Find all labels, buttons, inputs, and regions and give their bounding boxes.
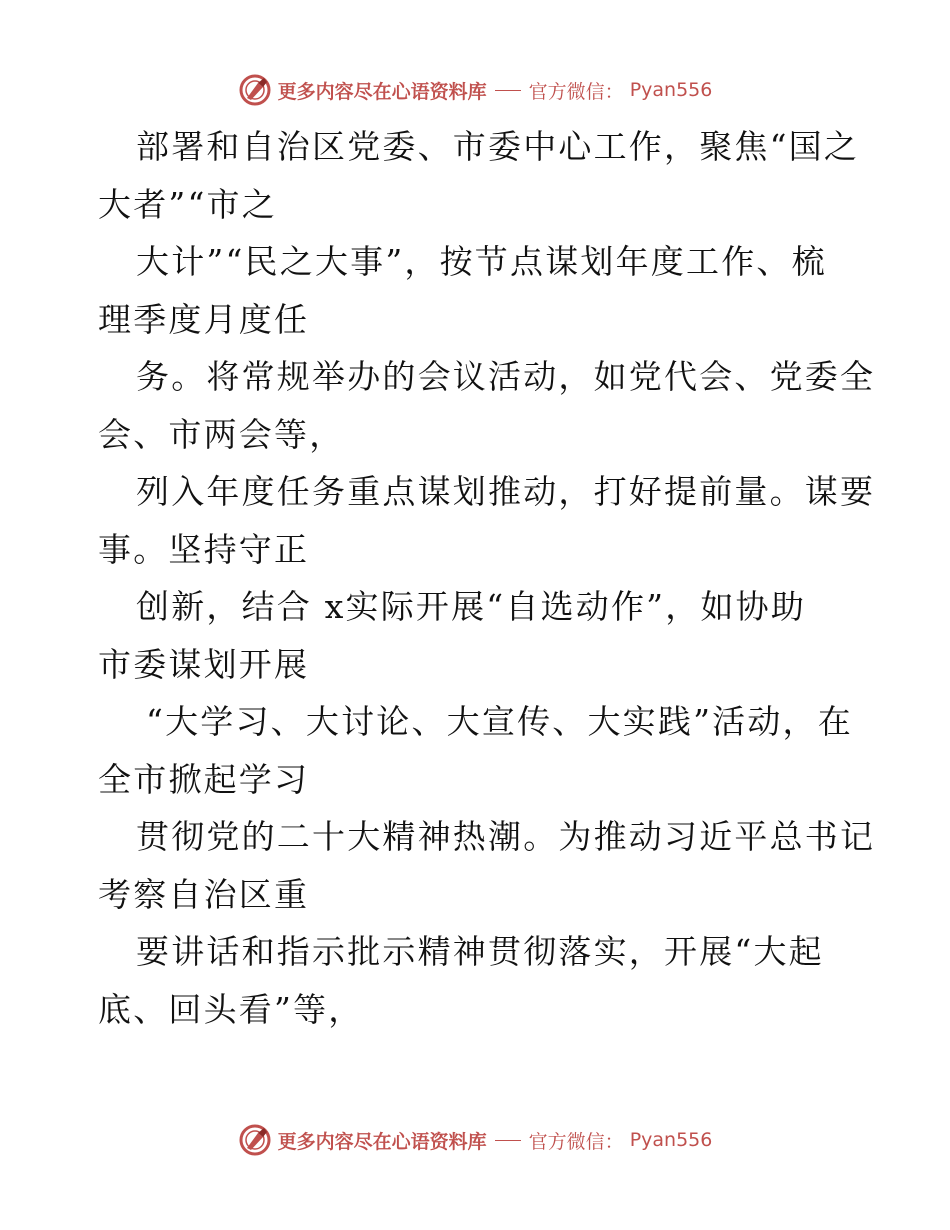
paragraph-line: 贯彻党的二十大精神热潮。为推动习近平总书记 [136, 817, 876, 856]
wechat-label: 官方微信： [528, 1130, 624, 1153]
paragraph [98, 118, 858, 233]
paragraph [98, 693, 858, 808]
pen-nib-logo-icon [238, 1123, 272, 1157]
paragraph [98, 923, 858, 1038]
wechat-label: 官方微信： [528, 80, 624, 103]
pen-nib-logo-icon [238, 73, 272, 107]
paragraph [98, 578, 858, 693]
paragraph-line: 市委谋划开展 [98, 644, 310, 684]
paragraph-line: 理季度月度任 [98, 299, 310, 339]
paragraph-line: 务。将常规举办的会议活动，如党代会、党委全 [136, 357, 876, 396]
paragraph-line: 大者”“市之 [98, 184, 277, 224]
paragraph [98, 348, 876, 463]
paragraph-line: 列入年度任务重点谋划推动，打好提前量。谋要 [136, 472, 876, 511]
paragraph-line: 底、回头看”等， [98, 989, 364, 1029]
paragraph-line: 部署和自治区党委、市委中心工作，聚焦“国之 [136, 127, 860, 166]
wechat-id: Pyan556 [629, 79, 713, 101]
paragraph [98, 233, 858, 348]
paragraph-line: 事。坚持守正 [98, 529, 310, 569]
paragraph-line: 全市掀起学习 [98, 759, 310, 799]
paragraph-line: “大学习、大讨论、大宣传、大实践”活动，在 [146, 702, 853, 741]
footer-banner [0, 1120, 950, 1160]
site-slogan: 更多内容尽在心语资料库 [277, 80, 487, 103]
banner-divider [495, 1140, 521, 1141]
paragraph-line: 要讲话和指示批示精神贯彻落实，开展“大起 [136, 932, 824, 971]
paragraph-line: 会、市两会等， [98, 414, 345, 454]
paragraph-line: 创新，结合 x实际开展“自选动作”，如协助 [136, 587, 807, 626]
paragraph-line: 大计”“民之大事”，按节点谋划年度工作、梳 [136, 242, 827, 281]
wechat-id: Pyan556 [629, 1129, 713, 1151]
paragraph [98, 463, 876, 578]
banner-divider [495, 90, 521, 91]
site-slogan: 更多内容尽在心语资料库 [277, 1130, 487, 1153]
paragraph [98, 808, 876, 923]
document-body [98, 118, 876, 1038]
paragraph-line: 考察自治区重 [98, 874, 310, 914]
header-banner [0, 70, 950, 110]
